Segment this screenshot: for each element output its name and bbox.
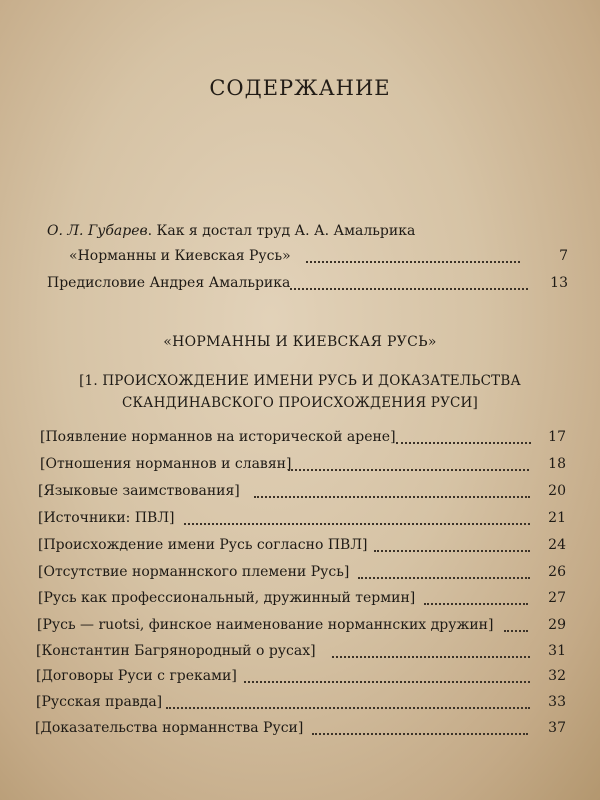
leader-dots [374,550,530,552]
toc-entry [0,428,600,450]
toc-entry-title: [Русь как профессиональный, дружинный термин] [38,590,416,606]
toc-page-number: 20 [548,483,566,499]
toc-page-number: 17 [548,429,566,445]
toc-entry [0,589,600,611]
toc-entry [0,693,600,715]
toc-page-number: 27 [548,590,566,606]
toc-page-number: 37 [548,720,566,736]
toc-entry [0,509,600,531]
toc-entry-title: [Отсутствие норманнского племени Русь] [38,564,350,580]
leader-dots [424,603,528,605]
leader-dots [184,523,530,525]
toc-entry-preface [0,274,600,296]
toc-entry-title: [Появление норманнов на исторической арене] [40,429,396,445]
leader-dots [396,442,531,444]
toc-page-number: 21 [548,510,566,526]
toc-entry [0,642,600,664]
toc-entry-title: [Русская правда] [36,694,163,710]
toc-entry-title-continued: «Норманны и Киевская Русь» [69,248,291,264]
toc-entry [0,482,600,504]
toc-entry [0,667,600,689]
leader-dots [254,496,530,498]
leader-dots [358,577,530,579]
toc-entry-author: О. Л. Губарев [47,223,148,239]
subsection-heading-line: СКАНДИНАВСКОГО ПРОИСХОЖДЕНИЯ РУСИ] [121,395,479,411]
toc-page-number: 33 [548,694,566,710]
leader-dots [306,261,520,263]
toc-entry-title: [Языковые заимствования] [38,483,240,499]
leader-dots [290,288,528,290]
toc-entry-title: [Отношения норманнов и славян] [40,456,292,472]
toc-entry-title: [Русь — ruotsi, финское наименование норманнских дружин] [37,617,494,633]
toc-page-number: 24 [548,537,566,553]
toc-entry [0,455,600,477]
section-heading: «НОРМАННЫ И КИЕВСКАЯ РУСЬ» [163,334,437,350]
leader-dots [166,707,530,709]
toc-entry [0,563,600,585]
page-title: СОДЕРЖАНИЕ [209,76,391,100]
leader-dots [504,630,528,632]
toc-entry-title: [Источники: ПВЛ] [38,510,175,526]
toc-entry-line [47,222,415,240]
toc-entry-gubarev [0,222,600,272]
toc-page-number: 32 [548,668,566,684]
toc-entry-title: . Как я достал труд А. А. Амальрика [147,223,416,239]
leader-dots [332,656,530,658]
toc-page-number: 18 [548,456,566,472]
toc-entry-title: [Происхождение имени Русь согласно ПВЛ] [38,537,368,553]
toc-entry [0,536,600,558]
toc-entry-title: Предисловие Андрея Амальрика [47,275,291,291]
toc-page-number: 29 [548,617,566,633]
toc-entry [0,616,600,638]
toc-page-number: 13 [550,275,568,291]
toc-page-number: 26 [548,564,566,580]
subsection-heading-line: [1. ПРОИСХОЖДЕНИЕ ИМЕНИ РУСЬ И ДОКАЗАТЕЛЬСТВА [79,373,521,389]
toc-entry-title: [Договоры Руси с греками] [36,668,237,684]
leader-dots [288,469,529,471]
leader-dots [312,733,528,735]
toc-page-number: 7 [559,248,568,264]
toc-entry-title: [Константин Багрянородный о русах] [36,643,316,659]
toc-entry [0,719,600,741]
toc-page-number: 31 [548,643,566,659]
toc-entry-title: [Доказательства норманнства Руси] [35,720,304,736]
leader-dots [244,681,530,683]
subsection-heading [0,370,600,414]
